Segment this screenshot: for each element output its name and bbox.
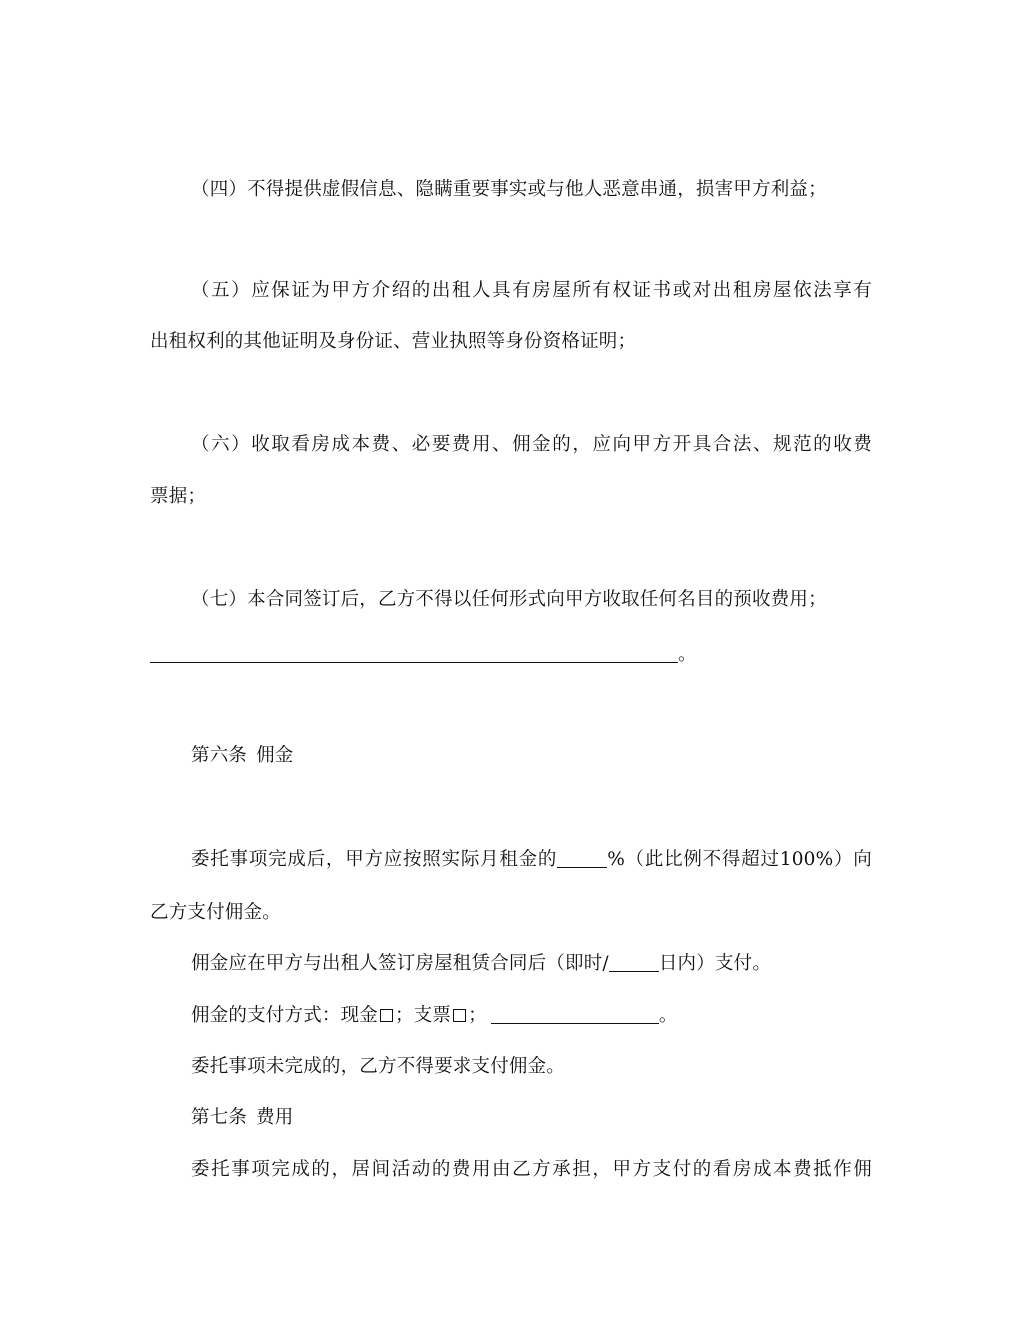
- article-6-paragraph-3: 佣金的支付方式：现金 ；支票 ； 。: [191, 1005, 678, 1026]
- article-6-heading: 第六条 佣金: [191, 745, 294, 766]
- cheque-checkbox: [453, 1009, 466, 1022]
- clause-item-5-line1: （五）应保证为甲方介绍的出租人具有房屋所有权证书或对出租房屋依法享有: [191, 280, 872, 301]
- commission-percent-blank: [557, 849, 607, 868]
- article-6-paragraph-4: 委托事项未完成的，乙方不得要求支付佣金。: [191, 1056, 566, 1077]
- article-6-paragraph-2: 佣金应在甲方与出租人签订房屋租赁合同后（即时/ 日内）支付。: [191, 953, 772, 974]
- clause-item-6-line1: （六）收取看房成本费、必要费用、佣金的，应向甲方开具合法、规范的收费: [191, 434, 872, 455]
- cash-checkbox: [380, 1009, 393, 1022]
- article-6-paragraph-1-line1: 委托事项完成后，甲方应按照实际月租金的 %（此比例不得超过100%）向: [191, 849, 872, 870]
- clause-item-7: （七）本合同签订后，乙方不得以任何形式向甲方收取任何名目的预收费用；: [191, 589, 827, 610]
- other-payment-blank: [491, 1005, 659, 1024]
- fill-in-blank: [150, 644, 678, 663]
- article-7-paragraph-1: 委托事项完成的，居间活动的费用由乙方承担，甲方支付的看房成本费抵作佣: [191, 1159, 872, 1180]
- clause-item-6-line2: 票据；: [150, 486, 207, 507]
- clause-item-7-blank-line: 。: [150, 643, 872, 667]
- clause-item-4: （四）不得提供虚假信息、隐瞒重要事实或与他人恶意串通，损害甲方利益；: [191, 179, 827, 200]
- payment-days-blank: [609, 953, 659, 972]
- article-7-heading: 第七条 费用: [191, 1107, 294, 1128]
- clause-item-5-line2: 出租权利的其他证明及身份证、营业执照等身份资格证明；: [150, 331, 637, 352]
- article-6-paragraph-1-line2: 乙方支付佣金。: [150, 902, 281, 923]
